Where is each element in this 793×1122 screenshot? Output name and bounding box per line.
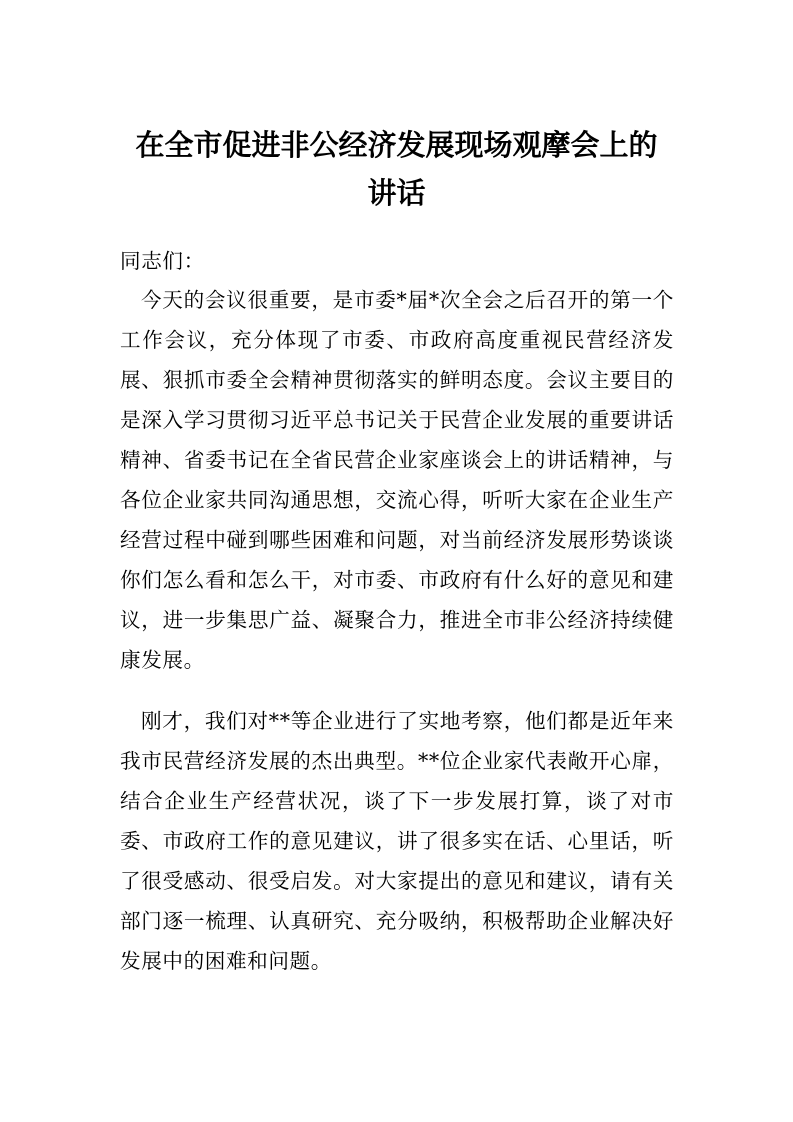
salutation: 同志们：: [120, 249, 205, 273]
document-title-line-2: 讲话: [367, 176, 426, 210]
document-title-line-1: 在全市促进非公经济发展现场观摩会上的: [135, 128, 658, 162]
paragraph-1: 今天的会议很重要，是市委*届*次全会之后召开的第一个工作会议，充分体现了市委、市政府高度重视民营经济发展、狠抓市委全会精神贯彻落实的鲜明态度。会议主要目的是深入学习贯彻习近平总书记关于民营企业发展的重要讲话精神、省委书记在全省民营企业家座谈会上的讲话精神，与各位企业家共同沟通思想，交流心得，听听大家在企业生产经营过程中碰到哪些困难和问题，对当前经济发展形势谈谈你们怎么看和怎么干，对市委、市政府有什么好的意见和建议，进一步集思广益、凝聚合力，推进全市非公经济持续健康发展。: [120, 288, 674, 672]
paragraph-2: 刚才，我们对**等企业进行了实地考察，他们都是近年来我市民营经济发展的杰出典型。**位企业家代表敞开心扉，结合企业生产经营状况，谈了下一步发展打算，谈了对市委、市政府工作的意见建议，讲了很多实在话、心里话，听了很受感动、很受启发。对大家提出的意见和建议，请有关部门逐一梳理、认真研究、充分吸纳，积极帮助企业解决好发展中的困难和问题。: [120, 709, 674, 973]
